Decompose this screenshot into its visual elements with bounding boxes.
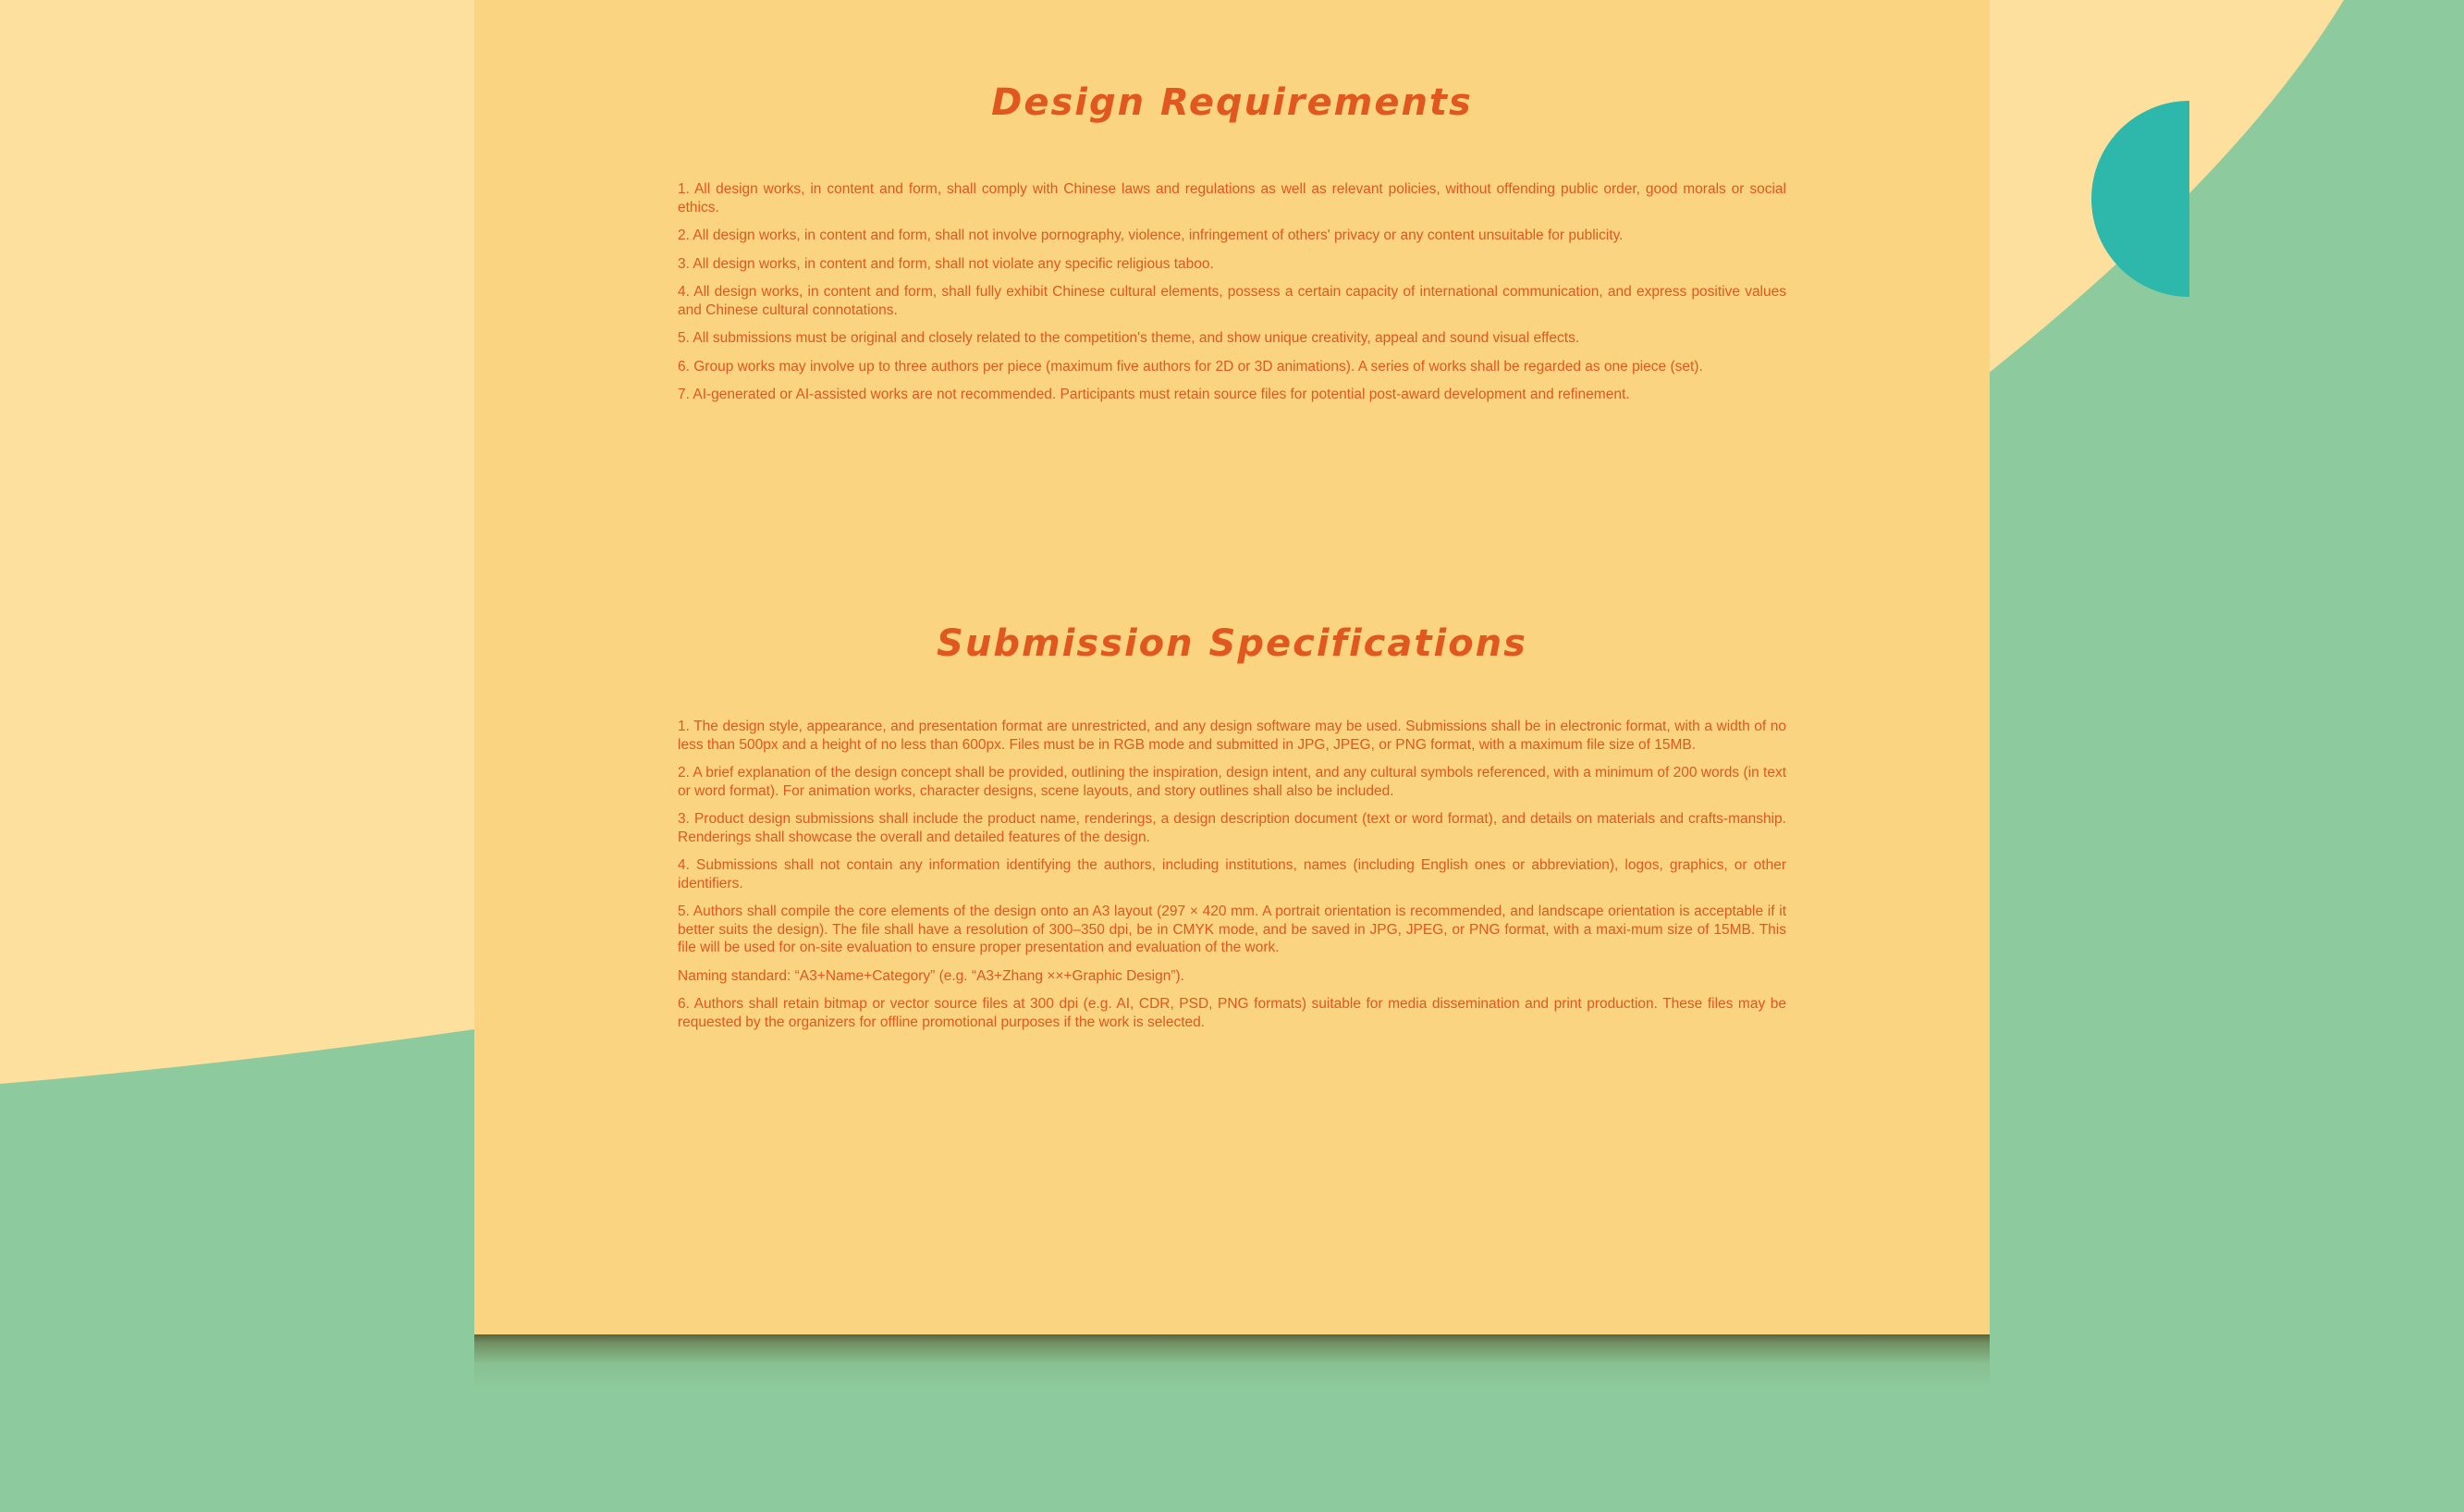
list-item: 2. All design works, in content and form, shall not involve pornography, violence, infringement of others' privacy or any content unsuitable for publicity. <box>678 227 1624 243</box>
list-item: 6. Group works may involve up to three authors per piece (maximum five authors for 2D or 3D animations). A series of works shall be regarded as one piece (set). <box>678 358 1703 375</box>
content-sheet <box>474 0 1990 1334</box>
list-item: Naming standard: “A3+Name+Category” (e.g. “A3+Zhang ××+Graphic Design”). <box>678 967 1184 984</box>
list-item: 5. All submissions must be original and closely related to the competition's theme, and show unique creativity, appeal and sound visual effects. <box>678 330 1580 346</box>
list-item: 1. The design style, appearance, and presentation format are unrestricted, and any design software may be used. Submissions shall be in electronic format, with a width of no less than 500px and a height of no less than 600px. Files must be in RGB mode and submitted in JPG, JPEG, or PNG format, with a maximum file size of 15MB. <box>678 719 1786 753</box>
list-item: 3. All design works, in content and form, shall not violate any specific religious taboo. <box>678 255 1214 272</box>
design-requirements-title: Design Requirements <box>991 81 1473 124</box>
design-requirements-list <box>678 180 1786 414</box>
list-item: 4. All design works, in content and form, shall fully exhibit Chinese cultural elements, possess a certain capacity of international communication, and express positive values and Chinese cultural connotations. <box>678 284 1786 318</box>
list-item: 2. A brief explanation of the design concept shall be provided, outlining the inspiration, design intent, and any cultural symbols referenced, with a minimum of 200 words (in text or word format). For animation works, character designs, scene layouts, and story outlines shall also be included. <box>678 765 1786 799</box>
list-item: 7. AI-generated or AI-assisted works are not recommended. Participants must retain source files for potential post-award development and refinement. <box>678 387 1630 402</box>
list-item: 3. Product design submissions shall include the product name, renderings, a design description document (text or word format), and details on materials and crafts-manship. Renderings shall showcase the overall and detailed features of the design. <box>678 811 1786 845</box>
list-item: 6. Authors shall retain bitmap or vector source files at 300 dpi (e.g. AI, CDR, PSD, PNG formats) suitable for media dissemination and print production. These files may be requested by the organizers for offline promotional purposes if the work is selected. <box>678 996 1786 1030</box>
submission-specifications-list <box>678 718 1786 1041</box>
list-item: 1. All design works, in content and form, shall comply with Chinese laws and regulations as well as relevant policies, without offending public order, good morals or social ethics. <box>678 181 1786 215</box>
list-item: 4. Submissions shall not contain any information identifying the authors, including institutions, names (including English ones or abbreviation), logos, graphics, or other identifiers. <box>678 857 1786 891</box>
submission-specifications-title: Submission Specifications <box>937 622 1527 665</box>
sheet-shadow <box>474 1328 1990 1387</box>
list-item: 5. Authors shall compile the core elements of the design onto an A3 layout (297 × 420 mm. A portrait orientation is recommended, and landscape orientation is acceptable if it better suits the design). The file shall have a resolution of 300–350 dpi, be in CMYK mode, and be saved in JPG, JPEG, or PNG format, with a maxi-mum size of 15MB. This file will be used for on-site evaluation to ensure proper presentation and evaluation of the work. <box>678 904 1786 955</box>
